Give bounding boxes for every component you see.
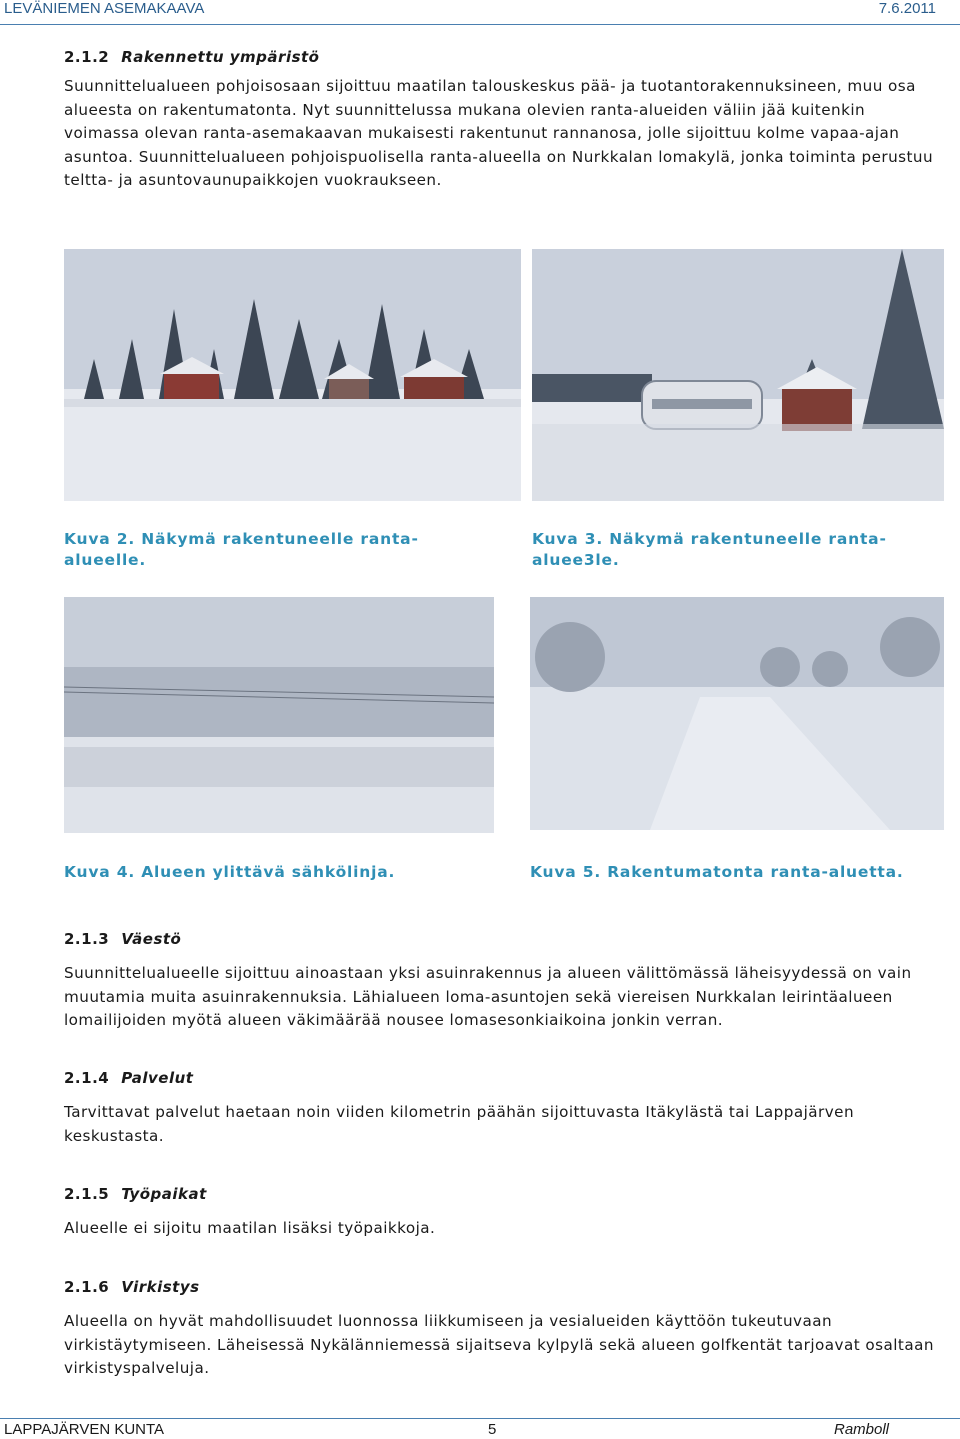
- paragraph-palvelut: Tarvittavat palvelut haetaan noin viiden kilometrin päähän sijoittuvasta Itäkylästä tai Lappajärven keskustasta.: [64, 1103, 855, 1145]
- page-header: [0, 0, 960, 24]
- header-title: LEVÄNIEMEN ASEMAKAAVA: [4, 0, 205, 17]
- section-number: 2.1.2: [64, 48, 110, 66]
- caption-kuva-2: Kuva 2. Näkymä rakentuneelle ranta-alueelle.: [64, 530, 419, 569]
- section-heading-2-1-4: [64, 1069, 193, 1087]
- section-title: Väestö: [121, 930, 182, 948]
- header-date: 7.6.2011: [878, 0, 936, 17]
- section-number: 2.1.3: [64, 930, 110, 948]
- paragraph-vaesto: Suunnittelualueelle sijoittuu ainoastaan yksi asuinrakennus ja alueen välittömässä läheisyydessä on vain muutamia muita asuinrakennuksia. Lähialueen loma-asuntojen sekä viereisen Nurkkalan leirintäalueen lomailijoiden myötä alueen väkimäärää nousee lomasesonkiaikoina jonkin verran.: [64, 964, 912, 1029]
- section-number: 2.1.6: [64, 1278, 110, 1296]
- section-title: Työpaikat: [121, 1185, 207, 1203]
- photo-kuva-2: [64, 249, 521, 501]
- section-title: Palvelut: [121, 1069, 194, 1087]
- paragraph-rakennettu: Suunnittelualueen pohjoisosaan sijoittuu maatilan talouskeskus pää- ja tuotantorakennuksineen, muu osa alueesta on rakentumatonta. Nyt suunnittelussa mukana olevien ranta-alueiden väliin jää kuitenkin voimassa olevan ranta-asemakaavan mukaisesti rakentunut rannanosa, jolle sijoittuu kolme vapaa-ajan asuntoa. Suunnittelualueen pohjoispuolisella ranta-alueella on Nurkkalan lomakylä, jonka toiminta perustuu teltta- ja asuntovaunupaikkojen vuokraukseen.: [64, 77, 934, 189]
- section-number: 2.1.5: [64, 1185, 110, 1203]
- footer-rule: [0, 1418, 960, 1419]
- header-rule: [0, 24, 960, 25]
- footer-municipality: LAPPAJÄRVEN KUNTA: [4, 1421, 165, 1438]
- paragraph-virkistys: Alueella on hyvät mahdollisuudet luonnossa liikkumiseen ja vesialueiden käyttöön tukeutuvaan virkistäytymiseen. Läheisessä Nykälänniemessä sijaitseva kylpylä sekä alueen golfkentät tarjoavat osaltaan virkistyspalveluja.: [64, 1312, 934, 1377]
- caption-kuva-5: Kuva 5. Rakentumatonta ranta-aluetta.: [530, 863, 904, 881]
- page-number: 5: [488, 1421, 497, 1438]
- section-title: Virkistys: [121, 1278, 200, 1296]
- photo-kuva-5: [530, 597, 944, 830]
- footer-company: Ramboll: [834, 1421, 890, 1438]
- section-heading-2-1-5: [64, 1185, 207, 1203]
- paragraph-tyopaikat: Alueelle ei sijoitu maatilan lisäksi työpaikkoja.: [64, 1219, 436, 1237]
- caption-kuva-4: Kuva 4. Alueen ylittävä sähkölinja.: [64, 863, 396, 881]
- section-heading-2-1-2: [64, 48, 320, 66]
- caption-kuva-3: Kuva 3. Näkymä rakentuneelle ranta-aluee3le.: [532, 530, 887, 569]
- section-heading-2-1-6: [64, 1278, 200, 1296]
- photo-kuva-3: [532, 249, 944, 501]
- page-footer: [0, 1418, 960, 1439]
- photo-kuva-4: [64, 597, 494, 833]
- section-heading-2-1-3: [64, 930, 181, 948]
- section-title: Rakennettu ympäristö: [121, 48, 320, 66]
- section-number: 2.1.4: [64, 1069, 110, 1087]
